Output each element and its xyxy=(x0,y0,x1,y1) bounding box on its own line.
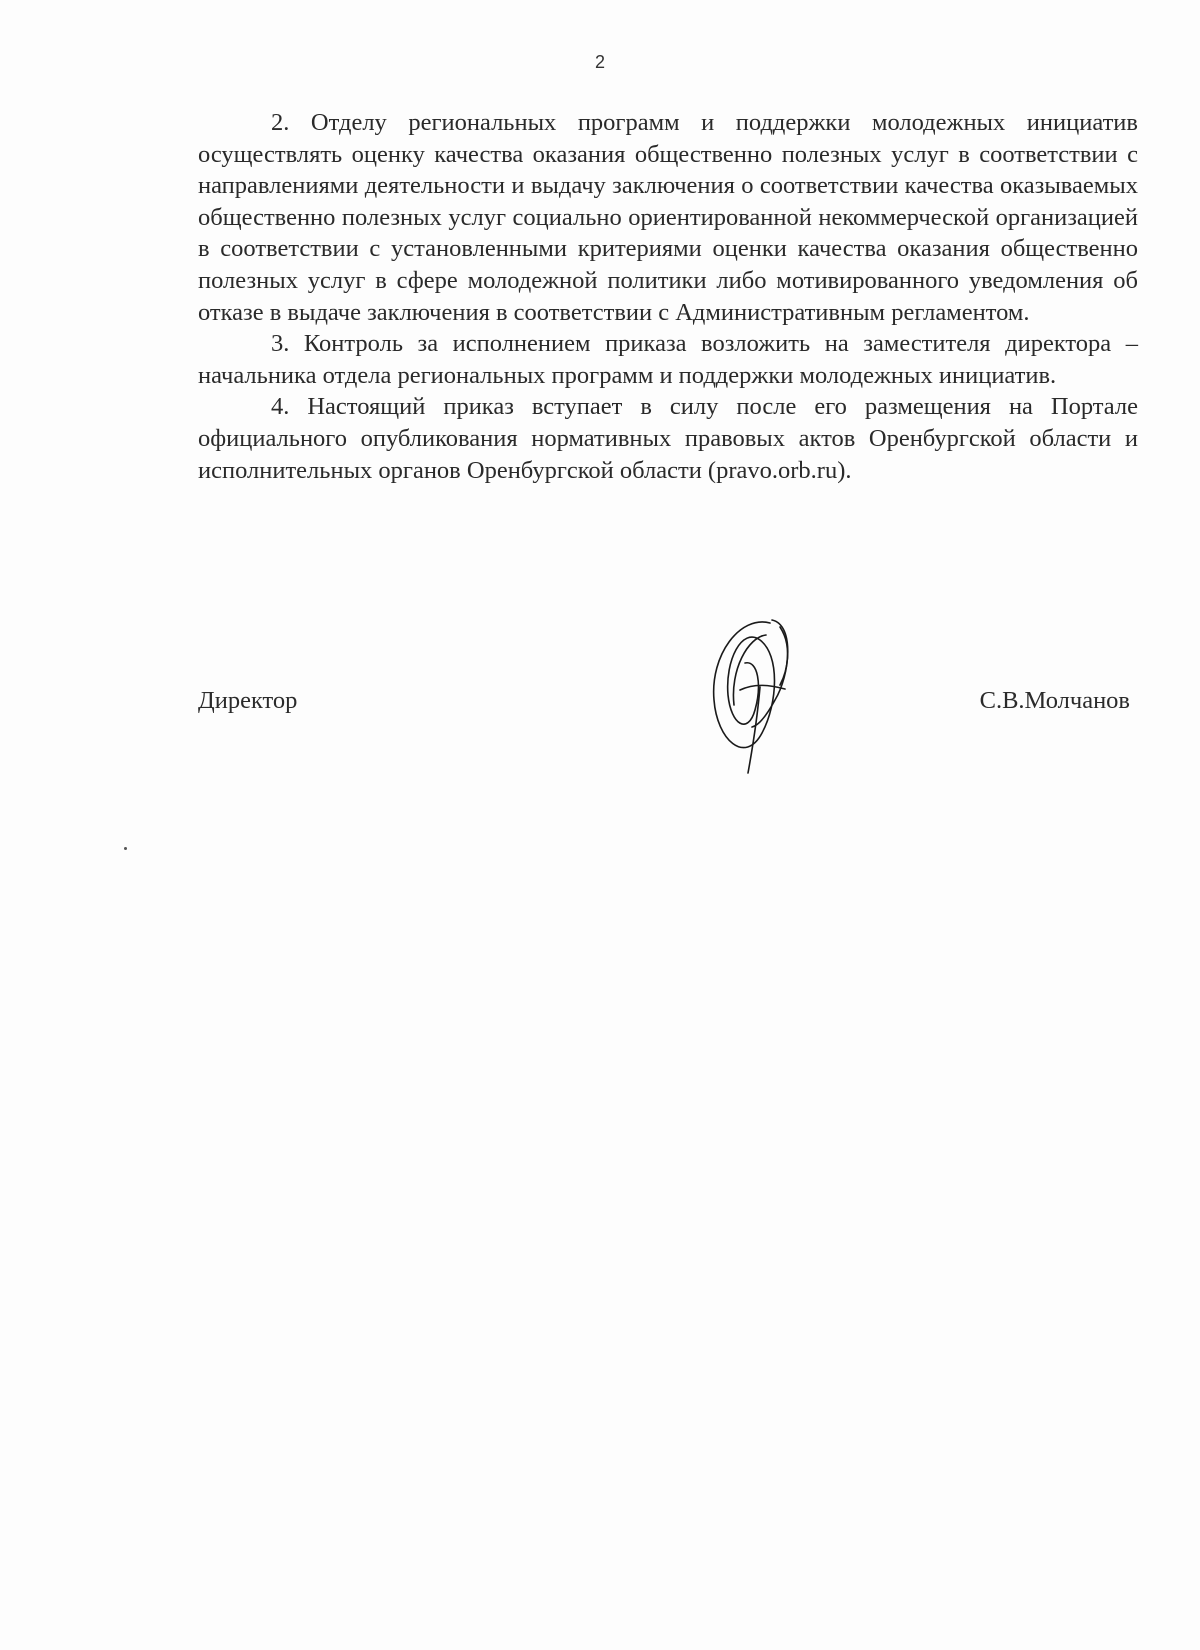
signer-name: С.В.Молчанов xyxy=(979,687,1130,714)
paragraph-4: 4. Настоящий приказ вступает в силу после его размещения на Портале официального опубликования нормативных правовых актов Оренбургской области и исполнительных органов Оренбургской области (pravo.orb.ru). xyxy=(198,393,1138,484)
scan-speck xyxy=(124,847,127,850)
signer-position: Директор xyxy=(198,687,298,714)
document-body xyxy=(198,107,1138,486)
page-number: 2 xyxy=(594,52,605,72)
signature-row xyxy=(198,687,1138,727)
handwritten-signature xyxy=(700,615,810,775)
paragraph-3: 3. Контроль за исполнением приказа возложить на заместителя директора – начальника отдела региональных программ и поддержки молодежных инициатив. xyxy=(198,330,1138,389)
paragraph-2: 2. Отделу региональных программ и поддержки молодежных инициатив осуществлять оценку качества оказания общественно полезных услуг в соответствии с направлениями деятельности и выдачу заключения о соответствии качества оказываемых общественно полезных услуг социально ориентированной некоммерческой организацией в соответствии с установленными критериями оценки качества оказания общественно полезных услуг в сфере молодежной политики либо мотивированного уведомления об отказе в выдаче заключения в соответствии с Административным регламентом. xyxy=(198,109,1138,326)
